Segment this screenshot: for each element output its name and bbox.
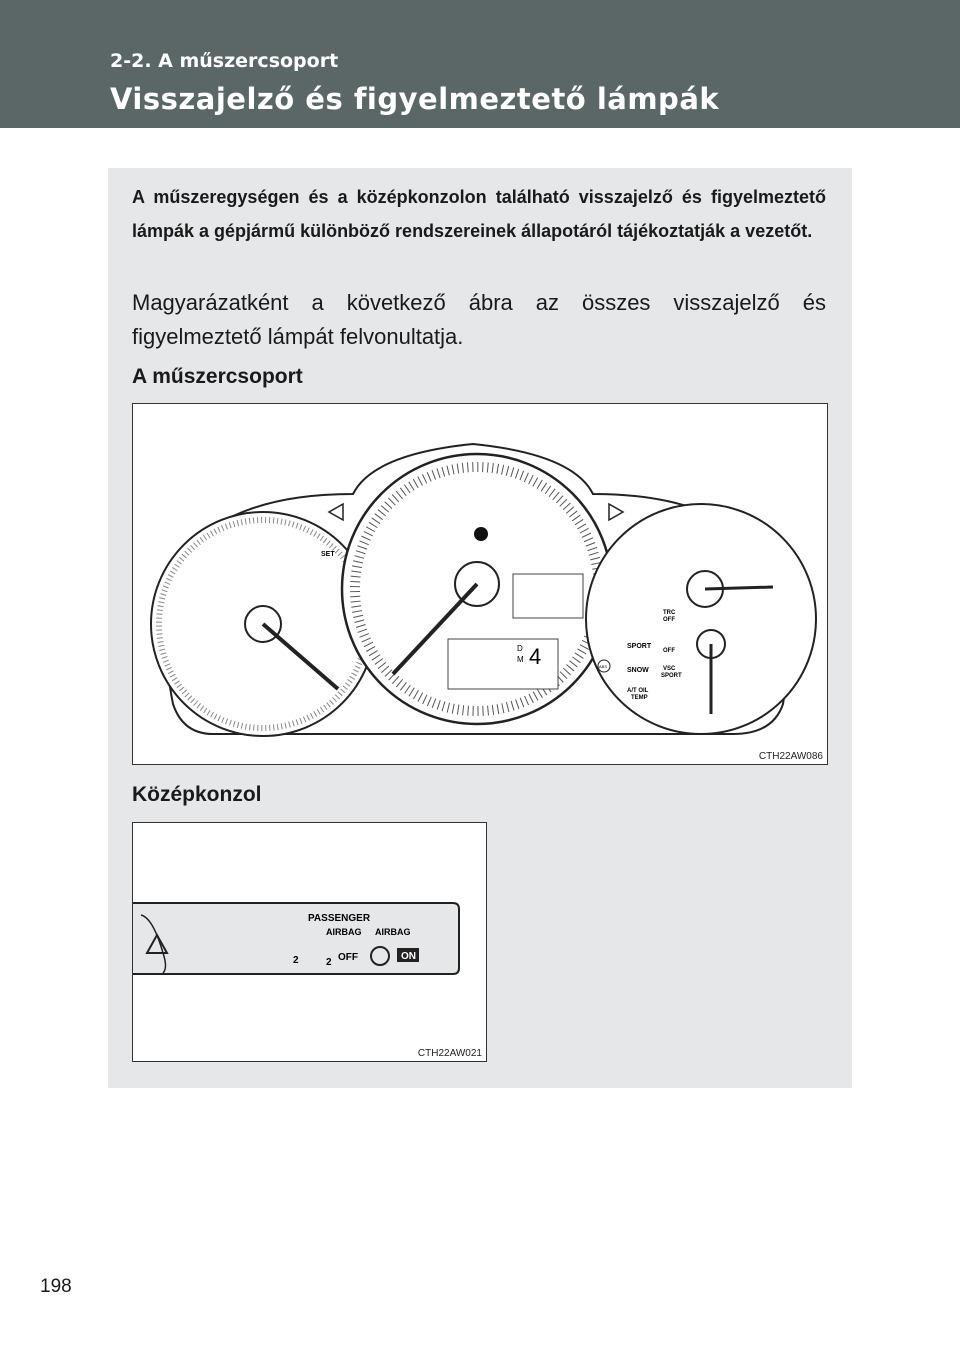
airbag-off-title: AIRBAG (326, 927, 362, 937)
page-title: Visszajelző és figyelmeztető lámpák (110, 82, 720, 116)
seatbelt-indicator-2b: 2 (326, 957, 332, 968)
gear-m-label: M (517, 655, 524, 664)
trc-off-label-1: TRC (663, 610, 676, 616)
fuel-temp-gauge (586, 504, 816, 734)
gear-d-label: D (517, 644, 523, 653)
gear-number: 4 (529, 644, 542, 669)
cruise-set-label: SET (321, 551, 335, 558)
trc-off-label-2: OFF (663, 617, 675, 623)
odometer-display (513, 574, 583, 618)
cluster-heading: A műszercsoport (132, 365, 303, 388)
page-number: 198 (40, 1276, 72, 1297)
console-figure-code: CTH22AW021 (417, 1048, 482, 1059)
vsc-off-label: OFF (663, 648, 675, 654)
airbag-on-label: ON (401, 951, 416, 962)
vsc-sport-label-2: SPORT (661, 673, 682, 679)
abs-label: ABS (599, 664, 608, 669)
at-oil-label-2: TEMP (631, 695, 648, 701)
instrument-cluster-illustration (133, 404, 827, 764)
intro-paragraph: Magyarázatként a következő ábra az összes visszajelző és figyelmeztető lámpát felvonultatja. (132, 290, 826, 349)
console-heading: Középkonzol (132, 783, 262, 806)
center-console-figure (132, 822, 487, 1062)
multi-info-display (448, 639, 558, 689)
passenger-label: PASSENGER (308, 913, 371, 924)
temp-gauge-needle (705, 587, 773, 589)
warning-dot-icon (474, 527, 488, 541)
airbag-on-title: AIRBAG (375, 927, 411, 937)
airbag-off-label: OFF (338, 952, 358, 963)
vsc-sport-label-1: VSC (663, 666, 676, 672)
sport-label: SPORT (627, 643, 652, 650)
at-oil-label-1: A/T OIL (627, 688, 649, 694)
intro-bold-paragraph: A műszeregységen és a középkonzolon található visszajelző és figyelmeztető lámpák a gépjármű különböző rendszereinek állapotáról tájékoztatják a vezetőt. (132, 187, 826, 241)
cluster-figure-code: CTH22AW086 (758, 751, 823, 762)
center-console-illustration (133, 823, 486, 1061)
seatbelt-indicator-2: 2 (293, 955, 299, 966)
snow-label: SNOW (627, 667, 649, 674)
section-label: 2-2. A műszercsoport (110, 50, 339, 72)
instrument-cluster-figure (132, 403, 828, 765)
